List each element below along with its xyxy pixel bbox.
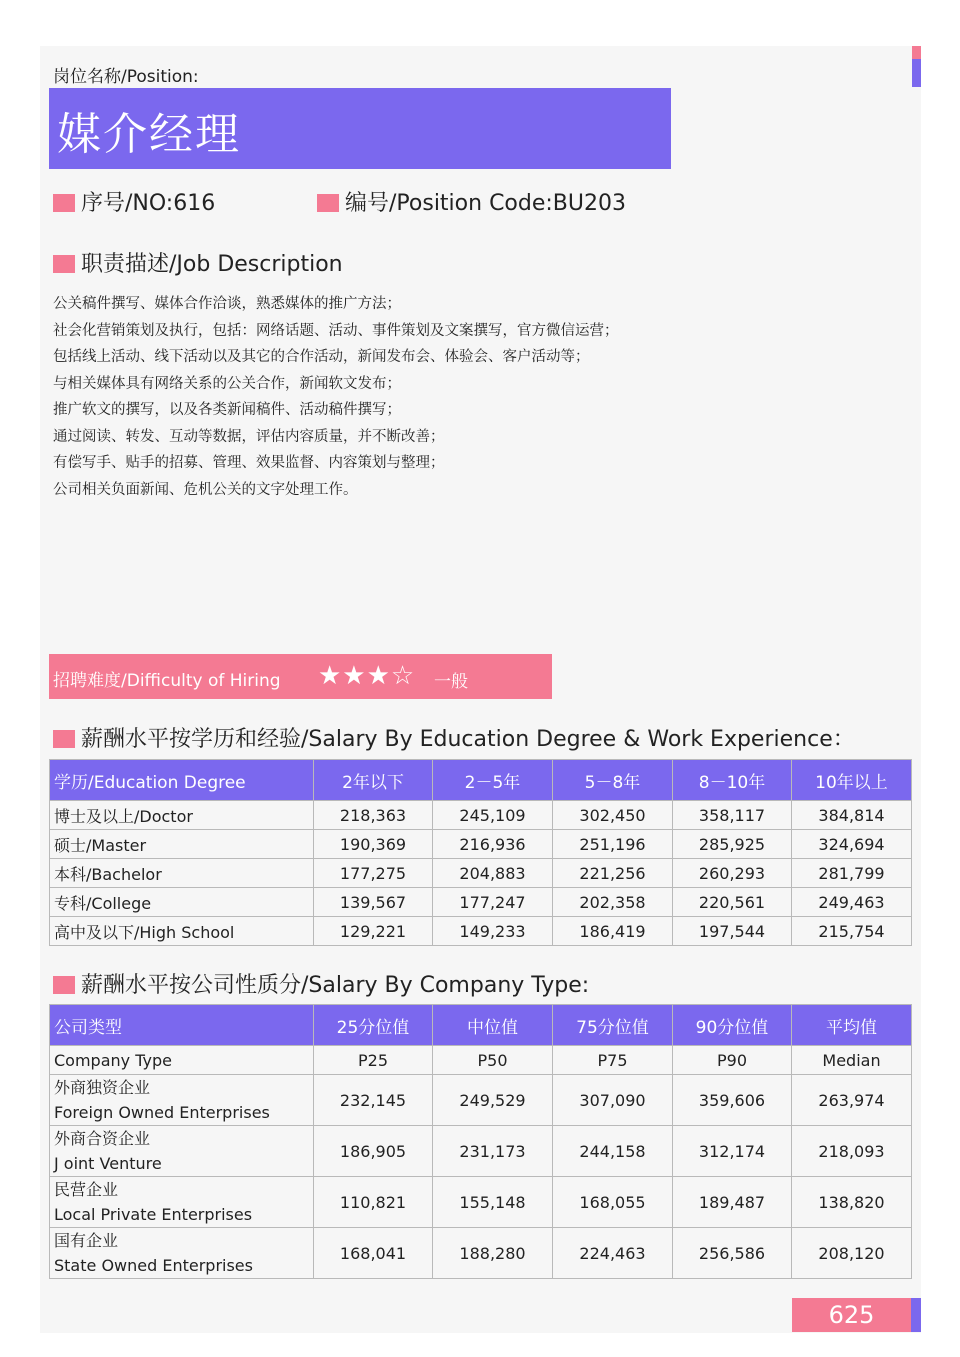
table-cell: 186,905 bbox=[314, 1126, 433, 1177]
column-header: 8－10年 bbox=[673, 760, 792, 801]
table-cell: 244,158 bbox=[553, 1126, 673, 1177]
table-cell: 208,120 bbox=[792, 1228, 912, 1279]
column-header: 90分位值 bbox=[673, 1005, 792, 1046]
row-label bbox=[50, 1228, 314, 1279]
description-line: 公关稿件撰写、媒体合作洽谈，熟悉媒体的推广方法； bbox=[53, 296, 401, 312]
table-row bbox=[50, 917, 912, 946]
table-cell: 256,586 bbox=[673, 1228, 792, 1279]
table-cell: 177,247 bbox=[433, 888, 553, 917]
table-row bbox=[50, 1126, 912, 1177]
table-cell: 168,055 bbox=[553, 1177, 673, 1228]
table-cell: 324,694 bbox=[792, 830, 912, 859]
difficulty-level: 一般 bbox=[434, 672, 468, 692]
corner-accent-purple bbox=[912, 59, 921, 87]
company-type-en: State Owned Enterprises bbox=[54, 1256, 253, 1275]
table-cell: 190,369 bbox=[314, 830, 433, 859]
table-row bbox=[50, 1177, 912, 1228]
row-label: 专科/College bbox=[50, 888, 314, 917]
table-cell: 177,275 bbox=[314, 859, 433, 888]
position-label: 岗位名称/Position: bbox=[53, 67, 199, 87]
table-cell: 281,799 bbox=[792, 859, 912, 888]
table-cell: 138,820 bbox=[792, 1177, 912, 1228]
table-cell: 218,363 bbox=[314, 801, 433, 830]
table-cell: 312,174 bbox=[673, 1126, 792, 1177]
table-cell: 168,041 bbox=[314, 1228, 433, 1279]
table-cell: 224,463 bbox=[553, 1228, 673, 1279]
table-row bbox=[50, 1075, 912, 1126]
company-salary-table bbox=[49, 1004, 912, 1279]
table-cell: 202,358 bbox=[553, 888, 673, 917]
description-line: 通过阅读、转发、互动等数据，评估内容质量，并不断改善； bbox=[53, 428, 445, 445]
table-cell: 285,925 bbox=[673, 830, 792, 859]
column-header: 学历/Education Degree bbox=[50, 760, 314, 801]
serial-number: 序号/NO:616 bbox=[53, 186, 215, 217]
table-cell: 129,221 bbox=[314, 917, 433, 946]
column-header: 75分位值 bbox=[553, 1005, 673, 1046]
table-cell: 110,821 bbox=[314, 1177, 433, 1228]
table-cell: 358,117 bbox=[673, 801, 792, 830]
table-cell: 221,256 bbox=[553, 859, 673, 888]
table-cell: 149,233 bbox=[433, 917, 553, 946]
difficulty-label: 招聘难度/Difficulty of Hiring bbox=[53, 671, 281, 691]
column-header: 2年以下 bbox=[314, 760, 433, 801]
table-cell: 186,419 bbox=[553, 917, 673, 946]
company-type-en: Foreign Owned Enterprises bbox=[54, 1103, 270, 1122]
subheader-cell: Median bbox=[792, 1046, 912, 1075]
table-cell: 260,293 bbox=[673, 859, 792, 888]
column-header: 2－5年 bbox=[433, 760, 553, 801]
column-header: 平均值 bbox=[792, 1005, 912, 1046]
table-cell: 139,567 bbox=[314, 888, 433, 917]
table-cell: 197,544 bbox=[673, 917, 792, 946]
subheader-cell: P90 bbox=[673, 1046, 792, 1075]
education-salary-table bbox=[49, 759, 912, 946]
table-row bbox=[50, 859, 912, 888]
table-header-row bbox=[50, 760, 912, 801]
page-number-accent bbox=[911, 1298, 921, 1332]
education-salary-heading: 薪酬水平按学历和经验/Salary By Education Degree & Work Experience： bbox=[53, 722, 855, 753]
table-cell: 188,280 bbox=[433, 1228, 553, 1279]
description-line: 与相关媒体具有网络关系的公关合作，新闻软文发布； bbox=[53, 375, 401, 392]
company-type-cn: 民营企业 bbox=[54, 1180, 119, 1199]
table-cell: 218,093 bbox=[792, 1126, 912, 1177]
subheader-cell: Company Type bbox=[50, 1046, 314, 1075]
position-code: 编号/Position Code:BU203 bbox=[317, 186, 626, 217]
table-row bbox=[50, 830, 912, 859]
row-label bbox=[50, 1075, 314, 1126]
table-cell: 231,173 bbox=[433, 1126, 553, 1177]
subheader-cell: P25 bbox=[314, 1046, 433, 1075]
row-label: 博士及以上/Doctor bbox=[50, 801, 314, 830]
table-cell: 245,109 bbox=[433, 801, 553, 830]
pink-square-icon bbox=[53, 194, 75, 212]
table-cell: 204,883 bbox=[433, 859, 553, 888]
table-header-row bbox=[50, 1005, 912, 1046]
description-line: 社会化营销策划及执行，包括：网络话题、活动、事件策划及文案撰写，官方微信运营； bbox=[53, 322, 619, 339]
table-cell: 384,814 bbox=[792, 801, 912, 830]
column-header: 5－8年 bbox=[553, 760, 673, 801]
table-cell: 220,561 bbox=[673, 888, 792, 917]
company-type-en: Local Private Enterprises bbox=[54, 1205, 253, 1224]
row-label: 硕士/Master bbox=[50, 830, 314, 859]
table-row bbox=[50, 801, 912, 830]
table-cell: 263,974 bbox=[792, 1075, 912, 1126]
description-line: 包括线上活动、线下活动以及其它的合作活动，新闻发布会、体验会、客户活动等； bbox=[53, 349, 590, 365]
company-type-en: J oint Venture bbox=[54, 1154, 162, 1173]
column-header: 中位值 bbox=[433, 1005, 553, 1046]
job-description-list bbox=[53, 291, 619, 503]
table-cell: 302,450 bbox=[553, 801, 673, 830]
company-type-cn: 国有企业 bbox=[54, 1231, 119, 1250]
table-row bbox=[50, 888, 912, 917]
table-cell: 189,487 bbox=[673, 1177, 792, 1228]
table-cell: 251,196 bbox=[553, 830, 673, 859]
pink-square-icon bbox=[53, 976, 75, 994]
column-header: 10年以上 bbox=[792, 760, 912, 801]
page-number: 625 bbox=[828, 1301, 875, 1329]
position-title: 媒介经理 bbox=[57, 109, 241, 160]
row-label bbox=[50, 1126, 314, 1177]
company-type-cn: 外商合资企业 bbox=[54, 1129, 151, 1148]
table-cell: 307,090 bbox=[553, 1075, 673, 1126]
row-label: 本科/Bachelor bbox=[50, 859, 314, 888]
company-salary-heading: 薪酬水平按公司性质分/Salary By Company Type: bbox=[53, 968, 589, 999]
column-header: 公司类型 bbox=[50, 1005, 314, 1046]
job-description-heading: 职责描述/Job Description bbox=[53, 247, 343, 278]
table-row bbox=[50, 1228, 912, 1279]
table-cell: 249,529 bbox=[433, 1075, 553, 1126]
description-line: 有偿写手、贴手的招募、管理、效果监督、内容策划与整理； bbox=[53, 455, 445, 471]
table-subheader-row bbox=[50, 1046, 912, 1075]
pink-square-icon bbox=[53, 255, 75, 273]
table-cell: 216,936 bbox=[433, 830, 553, 859]
subheader-cell: P50 bbox=[433, 1046, 553, 1075]
column-header: 25分位值 bbox=[314, 1005, 433, 1046]
row-label: 高中及以下/High School bbox=[50, 917, 314, 946]
corner-accent-pink bbox=[912, 46, 921, 59]
star-rating-icon: ★★★☆ bbox=[318, 661, 416, 691]
row-label bbox=[50, 1177, 314, 1228]
subheader-cell: P75 bbox=[553, 1046, 673, 1075]
table-cell: 155,148 bbox=[433, 1177, 553, 1228]
description-line: 推广软文的撰写，以及各类新闻稿件、活动稿件撰写； bbox=[53, 402, 401, 418]
table-cell: 249,463 bbox=[792, 888, 912, 917]
company-type-cn: 外商独资企业 bbox=[54, 1078, 151, 1097]
pink-square-icon bbox=[53, 730, 75, 748]
table-cell: 232,145 bbox=[314, 1075, 433, 1126]
description-line: 公司相关负面新闻、危机公关的文字处理工作。 bbox=[53, 481, 358, 498]
table-cell: 215,754 bbox=[792, 917, 912, 946]
pink-square-icon bbox=[317, 194, 339, 212]
table-cell: 359,606 bbox=[673, 1075, 792, 1126]
